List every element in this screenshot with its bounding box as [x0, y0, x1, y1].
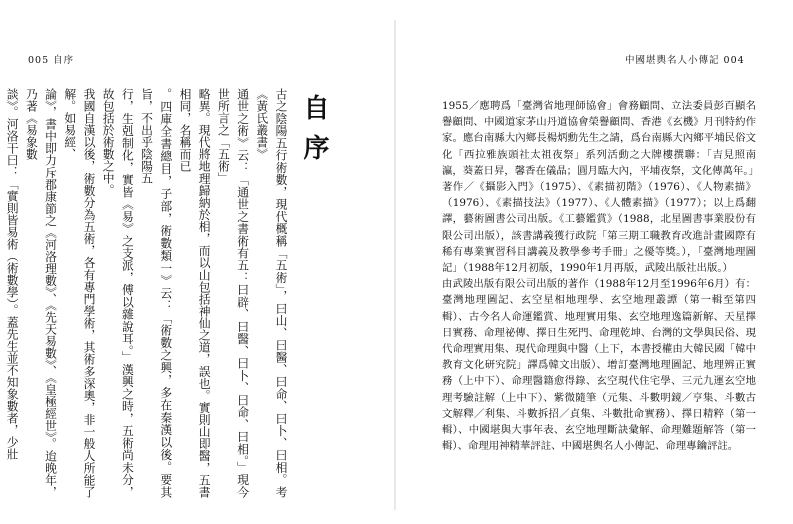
right-page-header: 中國堪輿名人小傳記 004 [625, 55, 745, 66]
biography-paragraph-works: 著作／《攝影入門》（1975）、《素描初階》（1976）、《人物素描》（1976）、《素描技法》（1977）、《人體素描》（1977）；以上爲翻譯，藝術圖書公司出版。《工藝鑑賞》（1988，北星圖書事業股份有限公司出版），該書講義獲行政院「第三期工職教育改進計畫國際有稀有專業實習科目講義及教學參考手冊」之優等獎。），「臺灣地理圖記」（1988年12月初版，1990年1月再版，武陵出版社出版。） [442, 181, 756, 275]
biography-paragraph-publications: 由武陵出版有限公司出版的著作（1988年12月至1996年6月）有：臺灣地理圖記、玄空星相地理學、玄空地理叢譚（第一輯至第四輯）、古今名人命運鑑賞、地理實用集、玄空地理逸篇新解、天星擇日實務、命理祕傳、擇日生死門、命理乾坤、台灣的文學與民俗、現代命理實用集、現代命理與中醫（上下，本書授權由大韓民國「韓中教育文化研究院」譯爲韓文出版）、增訂臺灣地理圖記、地理辨正實務（上中下）、命理醫籍愈得錄、玄空現代住宅學、三元九運玄空地理考驗註解（上中下）、紫微隨筆（元集、斗數明鏡／亨集、斗數古文解釋／利集、斗數拆招／貞集、斗數批命實務）、擇日精粹（第一輯）、中國堪與大事年表、玄空地理斷訣彙解、命理難題解答（第一輯）、命理用神精華評註、中國堪輿名人小傳記、命理專鑰評註。 [442, 278, 756, 453]
preface-heading: 自序 [299, 94, 329, 174]
preface-body-text: 古之陰陽五行術數，現代概稱「五術」，曰山、曰醫、曰命、曰卜、曰相。考《黃氏叢書》 通世之術》云：「通世之書術有五：曰辟、曰醫、曰卜、曰命、曰相。」現今世所言之「五術」 略異。現代將地理歸納於相，而以山包括神仙之道，誤也。實則山即醫，五書相同，名稱而已 。四庫全書總目，子部，術數類一》云：「術數之興，多在秦漢以後。要其旨，不出乎陰陽五 行，生剋制化，實皆《易》之支派，傅以雜說耳。」漢興之時，五術尚未分，故包括於術數之中。 我國自漢以後，術數分為五術，各有專門學術，其術多深奧，非一般人所能了解。如易經、 論》，書中即力斥郡康節之《河洛理數》、《先天易數》、《皇極經世》。迨晚年，乃著《易象數 談》。河洛干曰：「實則皆易術（術數學）。蓋先生並不知象數者，少壯 [5, 88, 288, 498]
left-page [0, 0, 396, 524]
right-page [397, 0, 793, 524]
biography-text [442, 98, 759, 508]
page-gutter [394, 20, 396, 510]
left-page-header: 005 自序 [28, 55, 75, 66]
biography-paragraph-1955: 1955／應聘爲「臺灣省地理師協會」會務顧問、立法委員彭百顯名譽顧問、中國道家茅山丹道協會榮譽顧問、香港《玄機》月刊特約作家。應台南縣大內鄉長楊炳勳先生之請，爲台南縣大內鄉平埔民俗文化「西拉雅族頭社太祖夜祭」系列活動之大牌樓撰聯：「吉見照南瀛，葵蓋日昇，馨香在儀晶；圓月臨大內，平埔夜祭，文化傳萬年。」 [442, 100, 759, 177]
